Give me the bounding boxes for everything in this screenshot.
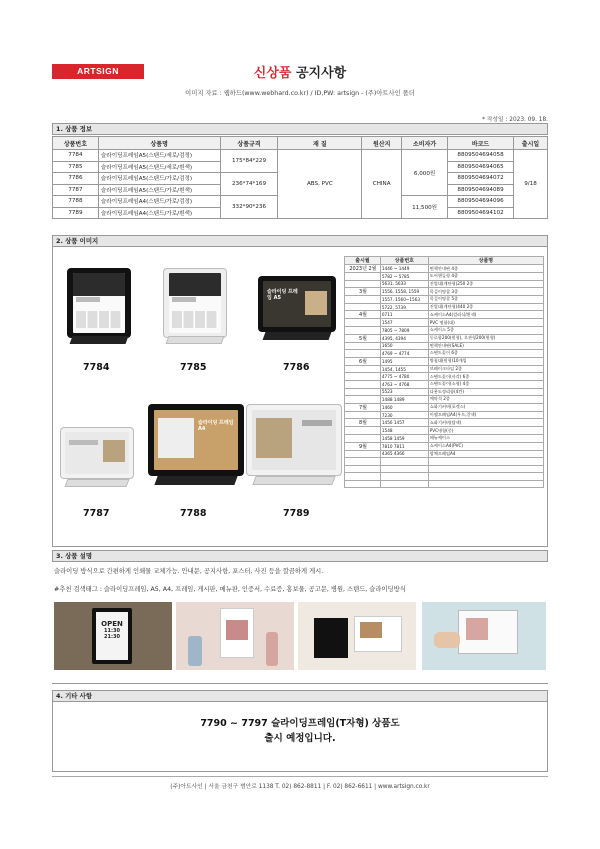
history-product-name: 쇼케이스A4(PVC) <box>428 442 543 450</box>
product-image-7789 <box>246 404 342 488</box>
history-row <box>345 419 544 427</box>
section-other-heading: 4. 기타 사항 <box>52 690 548 702</box>
upcoming-product-notice <box>52 716 548 746</box>
release-history-table <box>344 256 544 488</box>
col-release-month: 출시월 <box>345 257 381 265</box>
usage-photo-cosmetics <box>176 602 294 670</box>
history-product-name: 면책안내판 4종 <box>428 265 543 273</box>
product-name: 슬라이딩프레임A4(스탠드/가로/흰색) <box>98 207 220 219</box>
history-month <box>345 473 381 481</box>
table-row <box>53 150 548 162</box>
history-month: 5월 <box>345 334 381 342</box>
section-description-heading: 3. 상품 설명 <box>52 550 548 562</box>
history-product-no: 4769 ~ 4774 <box>380 350 428 358</box>
history-row <box>345 303 544 311</box>
history-month: 8월 <box>345 419 381 427</box>
history-product-name: 진열대(계단형)440 2종 <box>428 303 543 311</box>
screen-tablet-graphic <box>256 418 292 458</box>
product-name: 슬라이딩프레임A5(스탠드/세로/흰색) <box>98 161 220 173</box>
history-month: 2023년 2월 <box>345 265 381 273</box>
history-month: 4월 <box>345 311 381 319</box>
history-month <box>345 434 381 442</box>
history-product-no: 1460 <box>380 403 428 411</box>
history-product-name: 스탠드꽂이(소형) 4종 <box>428 380 543 388</box>
col-spec: 상품규격 <box>220 137 278 150</box>
product-name: 슬라이딩프레임A5(스탠드/가로/검정) <box>98 173 220 185</box>
history-product-name: 쇼케이스A4(컬러식/흰색) <box>428 311 543 319</box>
col-history-product-name: 상품명 <box>428 257 543 265</box>
history-row <box>345 373 544 381</box>
history-row <box>345 273 544 281</box>
product-no: 7784 <box>53 150 99 162</box>
product-no: 7789 <box>53 207 99 219</box>
footer-divider <box>52 776 548 777</box>
history-row <box>345 403 544 411</box>
history-row <box>345 350 544 358</box>
product-no: 7788 <box>53 196 99 208</box>
barcode: 8809504694072 <box>448 173 514 185</box>
screen-text-block <box>302 420 332 426</box>
barcode: 8809504694096 <box>448 196 514 208</box>
history-product-no: 1547 <box>380 319 428 327</box>
history-product-no: 4763 ~ 4768 <box>380 380 428 388</box>
history-product-no <box>380 473 428 481</box>
screen-tablet-graphic <box>103 440 125 462</box>
history-product-no <box>380 480 428 488</box>
barcode: 8809504694089 <box>448 184 514 196</box>
history-row <box>345 311 544 319</box>
col-barcode: 바코드 <box>448 137 514 150</box>
history-row <box>345 427 544 435</box>
history-product-name: 이젤프레임A4(우드,갈색) <box>428 411 543 419</box>
product-label-7786: 7786 <box>283 362 310 373</box>
history-month <box>345 458 381 466</box>
spec-value: 236*74*169 <box>220 173 278 196</box>
history-month <box>345 273 381 281</box>
history-row <box>345 411 544 419</box>
history-product-no: 1557, 1560~1563 <box>380 296 428 304</box>
price-value: 11,500원 <box>402 196 448 219</box>
product-name: 슬라이딩프레임A5(스탠드/세로/검정) <box>98 150 220 162</box>
image-source-line: 이미지 자료 : 웹하드(www.webhard.co.kr) / ID,PW: artsign - (주)아트사인 폴더 <box>185 90 415 97</box>
product-label-7785: 7785 <box>180 362 207 373</box>
history-product-no: 7230 <box>380 411 428 419</box>
history-product-name <box>428 465 543 473</box>
history-month: 7월 <box>345 403 381 411</box>
history-month <box>345 342 381 350</box>
usage-photo-open-sign <box>54 602 172 670</box>
history-product-name: 브레이크타임 2종 <box>428 365 543 373</box>
history-product-name: 방침대(원형)10개입 <box>428 357 543 365</box>
screen-tablet-graphic <box>305 291 327 315</box>
history-month <box>345 411 381 419</box>
product-info-table <box>52 136 548 219</box>
history-product-name: 쇼화기커버(포켓스) <box>428 403 543 411</box>
product-image-7787 <box>60 427 134 491</box>
history-product-name: 메뉴케이스 <box>428 434 543 442</box>
photo-open-text: OPEN <box>101 620 123 628</box>
price-value: 6,000원 <box>402 150 448 196</box>
history-row <box>345 280 544 288</box>
history-month: 6월 <box>345 357 381 365</box>
history-product-no: 5631, 5633 <box>380 280 428 288</box>
history-product-no: 1488 1489 <box>380 396 428 404</box>
product-image-7785 <box>163 268 227 346</box>
history-month <box>345 303 381 311</box>
history-product-name: 쇼화기커버(탈색) <box>428 419 543 427</box>
title-new-product: 신상품 <box>253 66 292 81</box>
history-row <box>345 465 544 473</box>
history-product-no: 7805 ~ 7809 <box>380 326 428 334</box>
history-row <box>345 365 544 373</box>
history-product-name <box>428 473 543 481</box>
history-row <box>345 450 544 458</box>
usage-photos <box>52 602 548 684</box>
history-month <box>345 280 381 288</box>
history-row <box>345 388 544 396</box>
barcode: 8809504694102 <box>448 207 514 219</box>
col-history-product-no: 상품번호 <box>380 257 428 265</box>
history-month: 9월 <box>345 442 381 450</box>
history-product-name: 쇼케이스 5종 <box>428 326 543 334</box>
history-row <box>345 319 544 327</box>
history-product-name: 진열대(계단형)250 2종 <box>428 280 543 288</box>
history-product-name: 스탠드꽂이(사각) 6종 <box>428 373 543 381</box>
history-month <box>345 465 381 473</box>
spec-value: 332*90*236 <box>220 196 278 219</box>
history-product-no: 4365 4366 <box>380 450 428 458</box>
barcode: 8809504694058 <box>448 150 514 162</box>
product-label-7789: 7789 <box>283 508 310 519</box>
history-product-name: PVC명함(중) <box>428 427 543 435</box>
screen-headline: 슬라이딩 프레임 A4 <box>198 420 234 432</box>
history-month <box>345 373 381 381</box>
product-label-7787: 7787 <box>83 508 110 519</box>
history-product-name: 동로합200(원형), 오관형200(원형) <box>428 334 543 342</box>
product-image-7784 <box>67 268 131 346</box>
history-product-no <box>380 458 428 466</box>
history-product-no: 7810 7811 <box>380 442 428 450</box>
history-row <box>345 288 544 296</box>
history-month <box>345 427 381 435</box>
col-price: 소비자가 <box>402 137 448 150</box>
history-row <box>345 380 544 388</box>
product-no: 7787 <box>53 184 99 196</box>
history-product-no: 1495 <box>380 357 428 365</box>
history-product-no: 1456 1457 <box>380 419 428 427</box>
history-product-name: 도어핸들링 4종 <box>428 273 543 281</box>
description-text: 슬라이딩 방식으로 간편하게 인쇄물 교체가능. 안내문, 공지사항, 포스터, 사진 등을 깔끔하게 게시. <box>54 568 324 575</box>
history-month <box>345 296 381 304</box>
screen-headline: 슬라이딩 프레임 A5 <box>267 289 298 301</box>
product-label-7784: 7784 <box>83 362 110 373</box>
usage-photo-desk <box>298 602 416 670</box>
history-row <box>345 442 544 450</box>
history-product-no: 5782 ~ 5785 <box>380 273 428 281</box>
history-product-name: 암체프레임A4 <box>428 450 543 458</box>
history-product-no: 1454, 1455 <box>380 365 428 373</box>
section-product-info-heading: 1. 상품 정보 <box>52 123 548 135</box>
history-product-name: 예약석 2종 <box>428 396 543 404</box>
created-date: * 작성일 : 2023. 09. 18. <box>482 117 548 123</box>
product-name: 슬라이딩프레임A5(스탠드/가로/흰색) <box>98 184 220 196</box>
history-product-name: 면책안내판(SALE) <box>428 342 543 350</box>
history-product-no: 4395, 4394 <box>380 334 428 342</box>
history-row <box>345 326 544 334</box>
product-no: 7785 <box>53 161 99 173</box>
history-row <box>345 458 544 466</box>
col-product-no: 상품번호 <box>53 137 99 150</box>
history-product-name <box>428 458 543 466</box>
history-product-no: 1650 <box>380 342 428 350</box>
history-product-name: 목걸이명찰 3종 <box>428 288 543 296</box>
history-product-name <box>428 480 543 488</box>
photo-open-time: 11:30 <box>104 628 120 634</box>
history-product-no: 5523 <box>380 388 428 396</box>
history-product-no: 5722, 5739 <box>380 303 428 311</box>
history-row <box>345 473 544 481</box>
history-product-name: 스탠드꽂이 6종 <box>428 350 543 358</box>
artsign-logo: ARTSIGN <box>52 64 144 79</box>
history-product-no: 1458 1459 <box>380 434 428 442</box>
usage-photo-hand <box>422 602 546 670</box>
history-product-no: 1446 ~ 1449 <box>380 265 428 273</box>
title-notice: 공지사항 <box>295 66 347 81</box>
product-image-7786 <box>258 276 336 344</box>
history-product-no: 1548 <box>380 427 428 435</box>
history-month <box>345 388 381 396</box>
photo-close-time: 21:30 <box>104 634 120 640</box>
history-row <box>345 265 544 273</box>
history-product-no: 4775 ~ 4780 <box>380 373 428 381</box>
product-no: 7786 <box>53 173 99 185</box>
history-row <box>345 480 544 488</box>
release-history-body <box>345 265 544 488</box>
spec-value: 175*84*229 <box>220 150 278 173</box>
col-material: 재 질 <box>278 137 362 150</box>
search-tags: #추천 검색태그 : 슬라이딩프레임, A5, A4, 프레임, 게시판, 메뉴판, 인증서, 수료증, 홍보물, 공고문, 병원, 스탠드, 슬라이딩방식 <box>54 586 406 593</box>
history-product-name: 목걸이명찰 5종 <box>428 296 543 304</box>
screen-tablet-graphic <box>158 418 194 458</box>
history-month <box>345 350 381 358</box>
col-release: 출시일 <box>514 137 548 150</box>
history-month <box>345 480 381 488</box>
history-product-no: 0711 <box>380 311 428 319</box>
col-origin: 원산지 <box>362 137 402 150</box>
history-month <box>345 380 381 388</box>
history-product-no <box>380 465 428 473</box>
material-value: ABS, PVC <box>278 150 362 219</box>
origin-value: CHINA <box>362 150 402 219</box>
history-row <box>345 357 544 365</box>
product-label-7788: 7788 <box>180 508 207 519</box>
page-title <box>0 62 600 81</box>
history-product-name: 다용도정리함(4칸) <box>428 388 543 396</box>
history-row <box>345 334 544 342</box>
footer-company-info: (주)아트사인 | 서울 금천구 범안로 1138 T. 02) 862-8811 | F. 02) 862-6611 | www.artsign.co.kr <box>170 784 430 790</box>
history-product-no: 1556, 1558, 1559 <box>380 288 428 296</box>
product-name: 슬라이딩프레임A4(스탠드/가로/검정) <box>98 196 220 208</box>
history-month <box>345 396 381 404</box>
history-month <box>345 365 381 373</box>
release-value: 9/18 <box>514 150 548 219</box>
history-month <box>345 450 381 458</box>
history-row <box>345 434 544 442</box>
history-row <box>345 396 544 404</box>
history-month: 3월 <box>345 288 381 296</box>
history-month <box>345 326 381 334</box>
history-month <box>345 319 381 327</box>
history-row <box>345 342 544 350</box>
history-product-name: PVC 명함(대) <box>428 319 543 327</box>
col-product-name: 상품명 <box>98 137 220 150</box>
notice-line-2: 출시 예정입니다. <box>264 733 336 744</box>
product-image-7788 <box>148 404 244 488</box>
barcode: 8809504694065 <box>448 161 514 173</box>
section-product-images-heading: 2. 상품 이미지 <box>52 235 548 247</box>
notice-line-1: 7790 ~ 7797 슬라이딩프레임(T자형) 상품도 <box>200 718 400 729</box>
history-row <box>345 296 544 304</box>
